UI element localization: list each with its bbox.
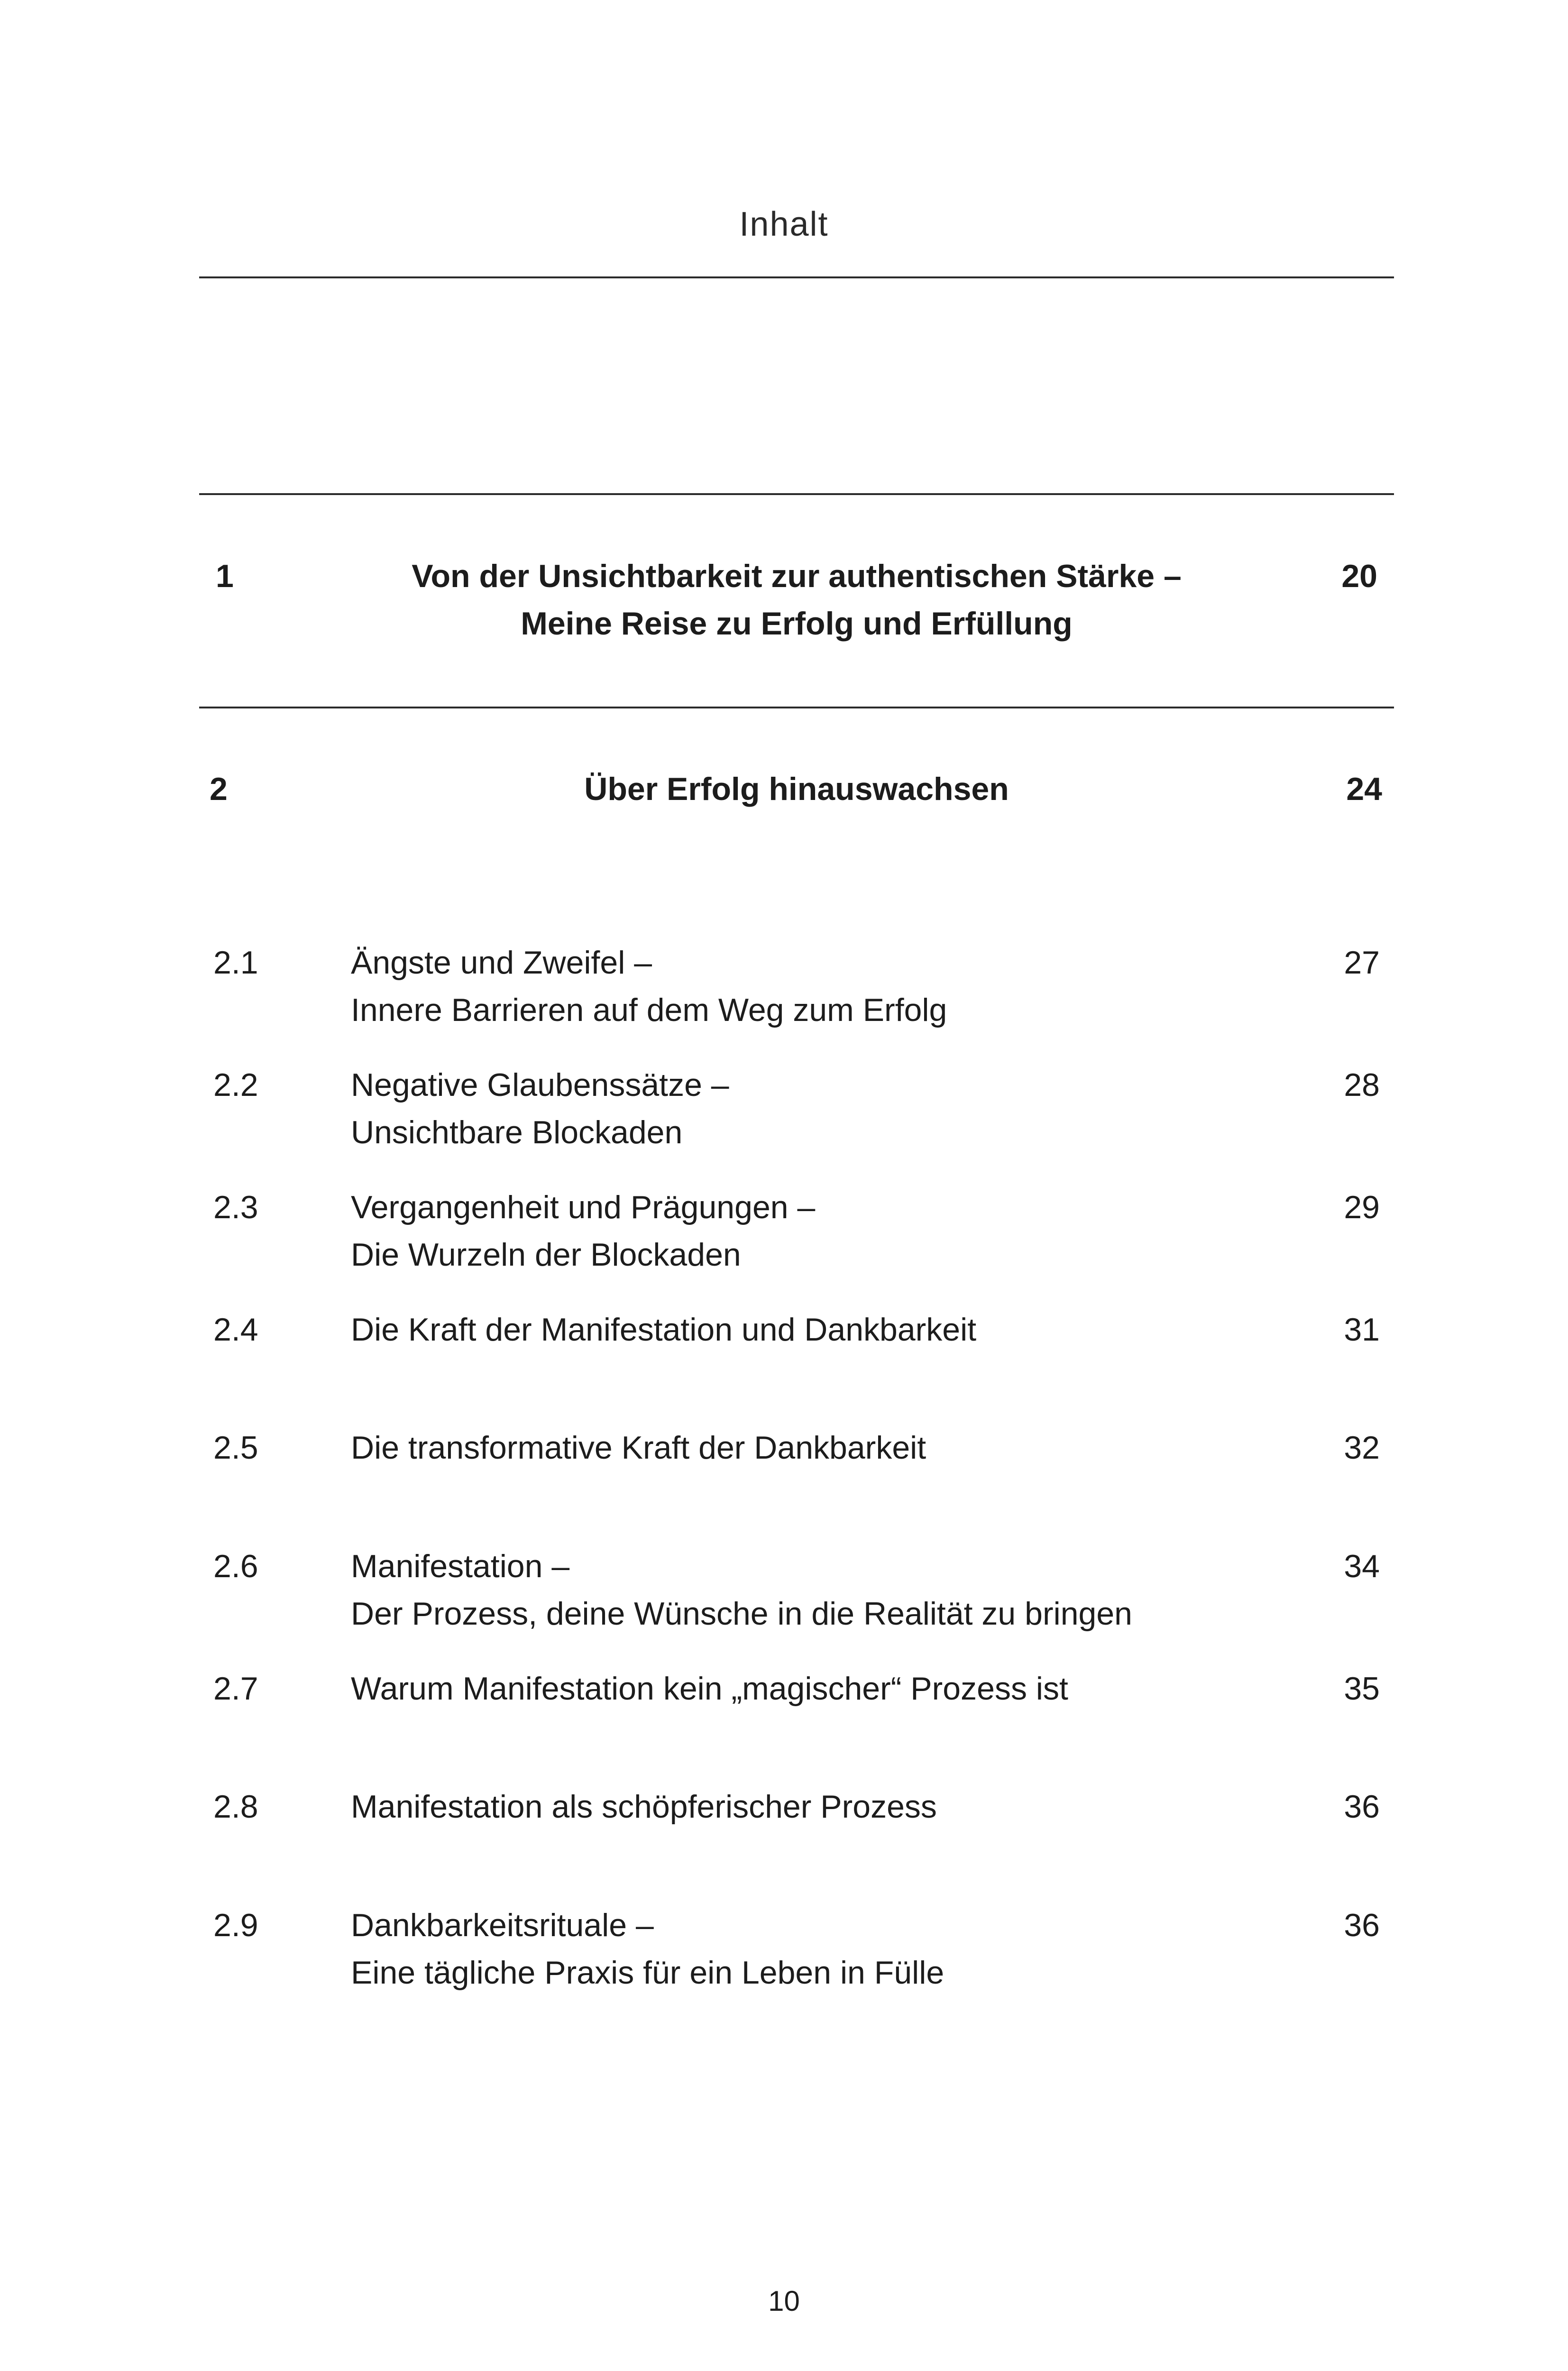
entry-page: 36 (1344, 1907, 1380, 1943)
chapter-title-line: Von der Unsichtbarkeit zur authentischen Stärke – (412, 558, 1182, 594)
page-number: 10 (768, 2285, 800, 2317)
entry-page: 28 (1344, 1067, 1380, 1103)
chapter-number: 1 (216, 558, 234, 594)
chapter-title (341, 552, 1252, 647)
entry-title-line: Eine tägliche Praxis für ein Leben in Fülle (351, 1955, 944, 1991)
toc-heading: Inhalt (739, 205, 829, 243)
entry-title (351, 939, 1299, 1034)
chapter-title (341, 765, 1252, 813)
entry-title-line: Die Wurzeln der Blockaden (351, 1237, 741, 1273)
entry-number: 2.2 (213, 1067, 258, 1103)
entry-title-line: Ängste und Zweifel – (351, 945, 652, 981)
entry-page: 29 (1344, 1189, 1380, 1225)
entry-title-line: Die Kraft der Manifestation und Dankbarkeit (351, 1312, 977, 1348)
entry-title (351, 1306, 1299, 1353)
entry-page: 27 (1344, 945, 1380, 981)
entry-title-line: Die transformative Kraft der Dankbarkeit (351, 1430, 926, 1466)
chapter-page: 24 (1346, 771, 1382, 807)
entry-title-line: Warum Manifestation kein „magischer“ Prozess ist (351, 1671, 1068, 1707)
entry-title-line: Negative Glaubenssätze – (351, 1067, 729, 1103)
entry-number: 2.4 (213, 1312, 258, 1348)
entry-title (351, 1902, 1299, 1996)
entry-title-line: Manifestation – (351, 1548, 570, 1584)
entry-title-line: Unsichtbare Blockaden (351, 1114, 683, 1150)
entry-number: 2.8 (213, 1789, 258, 1825)
entry-title-line: Vergangenheit und Prägungen – (351, 1189, 816, 1225)
entry-page: 36 (1344, 1789, 1380, 1825)
entry-title (351, 1783, 1299, 1830)
header-divider (199, 276, 1394, 278)
entry-title-line: Manifestation als schöpferischer Prozess (351, 1789, 937, 1825)
entry-number: 2.1 (213, 945, 258, 981)
entry-title (351, 1543, 1299, 1637)
entry-page: 34 (1344, 1548, 1380, 1584)
chapter-divider (199, 707, 1394, 708)
chapter-number: 2 (210, 771, 228, 807)
entry-page: 32 (1344, 1430, 1380, 1466)
entry-title-line: Innere Barrieren auf dem Weg zum Erfolg (351, 992, 947, 1028)
entry-number: 2.5 (213, 1430, 258, 1466)
entry-page: 35 (1344, 1671, 1380, 1707)
entry-title (351, 1184, 1299, 1278)
entry-number: 2.6 (213, 1548, 258, 1584)
chapter-divider (199, 493, 1394, 495)
entry-title (351, 1061, 1299, 1156)
entry-title (351, 1665, 1299, 1712)
chapter-title-line: Meine Reise zu Erfolg und Erfüllung (521, 606, 1073, 642)
entry-title (351, 1424, 1299, 1471)
entry-title-line: Dankbarkeitsrituale – (351, 1907, 654, 1943)
chapter-page: 20 (1341, 558, 1377, 594)
entry-number: 2.3 (213, 1189, 258, 1225)
entry-number: 2.9 (213, 1907, 258, 1943)
entry-page: 31 (1344, 1312, 1380, 1348)
entry-number: 2.7 (213, 1671, 258, 1707)
chapter-title-line: Über Erfolg hinauswachsen (584, 771, 1009, 807)
entry-title-line: Der Prozess, deine Wünsche in die Realität zu bringen (351, 1596, 1132, 1632)
